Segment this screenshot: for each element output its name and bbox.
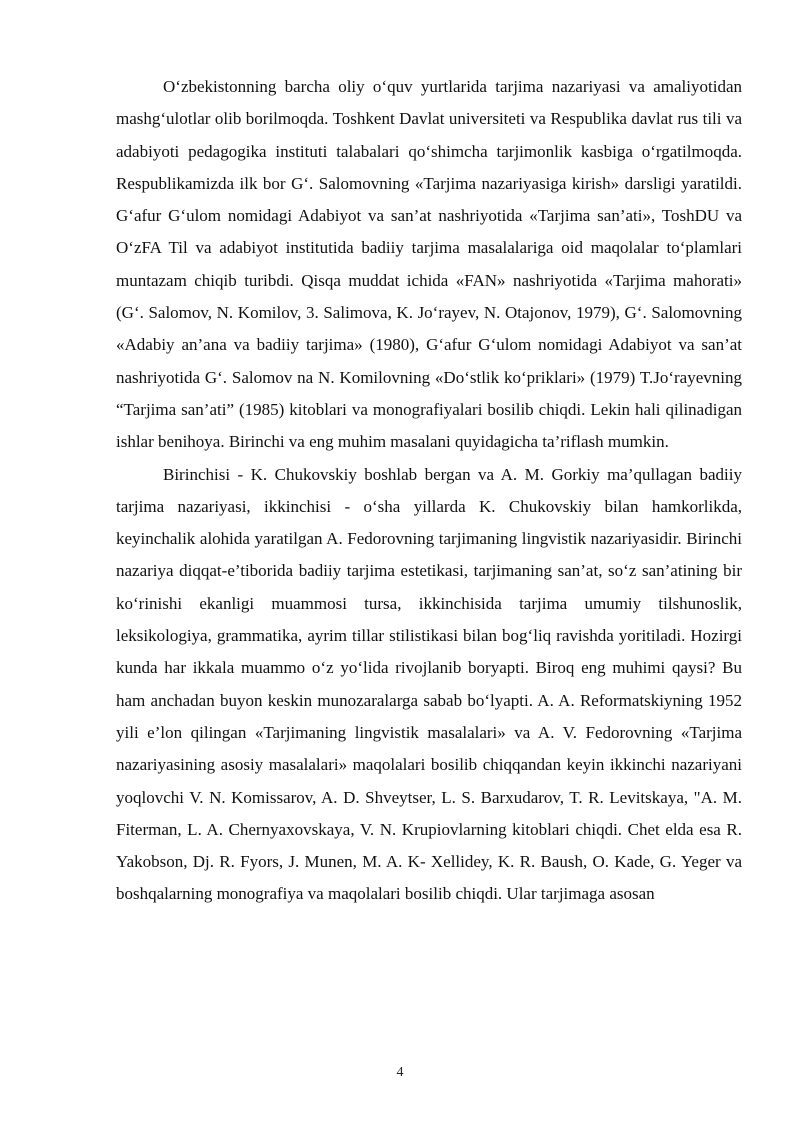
page-number: 4 bbox=[396, 1065, 404, 1080]
body-text bbox=[116, 71, 742, 911]
paragraph: Birinchisi - K. Chukovskiy boshlab bergan va A. M. Gorkiy ma’qullagan badiiy tarjima nazariyasi, ikkinchisi - o‘sha yillarda K. Chukovskiy bilan hamkorlikda, keyinchalik alohida yaratilgan A. Fedorovning tarjimaning lingvistik nazariyasidir. Birinchi nazariya diqqat-e’tiborida badiiy tarjima estetikasi, tarjimaning san’at, so‘z san’atining bir ko‘rinishi ekanligi muammosi tursa, ikkinchisida tarjima umumiy tilshunoslik, leksikologiya, grammatika, ayrim tillar stilistikasi bilan bog‘liq ravishda yoritiladi. Hozirgi kunda har ikkala muammo o‘z yo‘lida rivojlanib boryapti. Biroq eng muhimi qaysi? Bu ham anchadan buyon keskin munozaralarga sabab bo‘lyapti. A. A. Reformatskiyning 1952 yili e’lon qilingan «Tarjimaning lingvistik masalalari» va A. V. Fedorovning «Tarjima nazariyasining asosiy masalalari» maqolalari bosilib chiqqandan keyin ikkinchi nazariyani yoqlovchi V. N. Komissarov, A. D. Shveytser, L. S. Barxudarov, T. R. Levitskaya, "A. M. Fiterman, L. A. Chernyaxovskaya, V. N. Krupiovlarning kitoblari chiqdi. Chet elda esa R. Yakobson, Dj. R. Fyors, J. Munen, M. A. K- Xellidey, K. R. Baush, O. Kade, G. Yeger va boshqalarning monografiya va maqolalari bosilib chiqdi. Ular tarjimaga asosan bbox=[116, 464, 742, 904]
paragraph: O‘zbekistonning barcha oliy o‘quv yurtlarida tarjima nazariyasi va amaliyotidan mashg‘ulotlar olib borilmoqda. Toshkent Davlat universiteti va Respublika davlat rus tili va adabiyoti pedagogika instituti talabalari qo‘shimcha tarjimonlik kasbiga o‘rgatilmoqda. Respublikamizda ilk bor G‘. Salomovning «Tarjima nazariyasiga kirish» darsligi yaratildi. G‘afur G‘ulom nomidagi Adabiyot va san’at nashriyotida «Tarjima san’ati», ToshDU va O‘zFA Til va adabiyot institutida badiiy tarjima masalalariga oid maqolalar to‘plamlari muntazam chiqib turibdi. Qisqa muddat ichida «FAN» nashriyotida «Tarjima mahorati» (G‘. Salomov, N. Komilov, 3. Salimova, K. Jo‘rayev, N. Otajonov, 1979), G‘. Salomovning «Adabiy an’ana va badiiy tarjima» (1980), G‘afur G‘ulom nomidagi Adabiyot va san’at nashriyotida G‘. Salomov na N. Komilovning «Do‘stlik ko‘priklari» (1979) T.Jo‘rayevning “Tarjima san’ati” (1985) kitoblari va monografiyalari bosilib chiqdi. Lekin hali qilinadigan ishlar benihoya. Birinchi va eng muhim masalani quyidagicha ta’riflash mumkin. bbox=[116, 77, 742, 452]
